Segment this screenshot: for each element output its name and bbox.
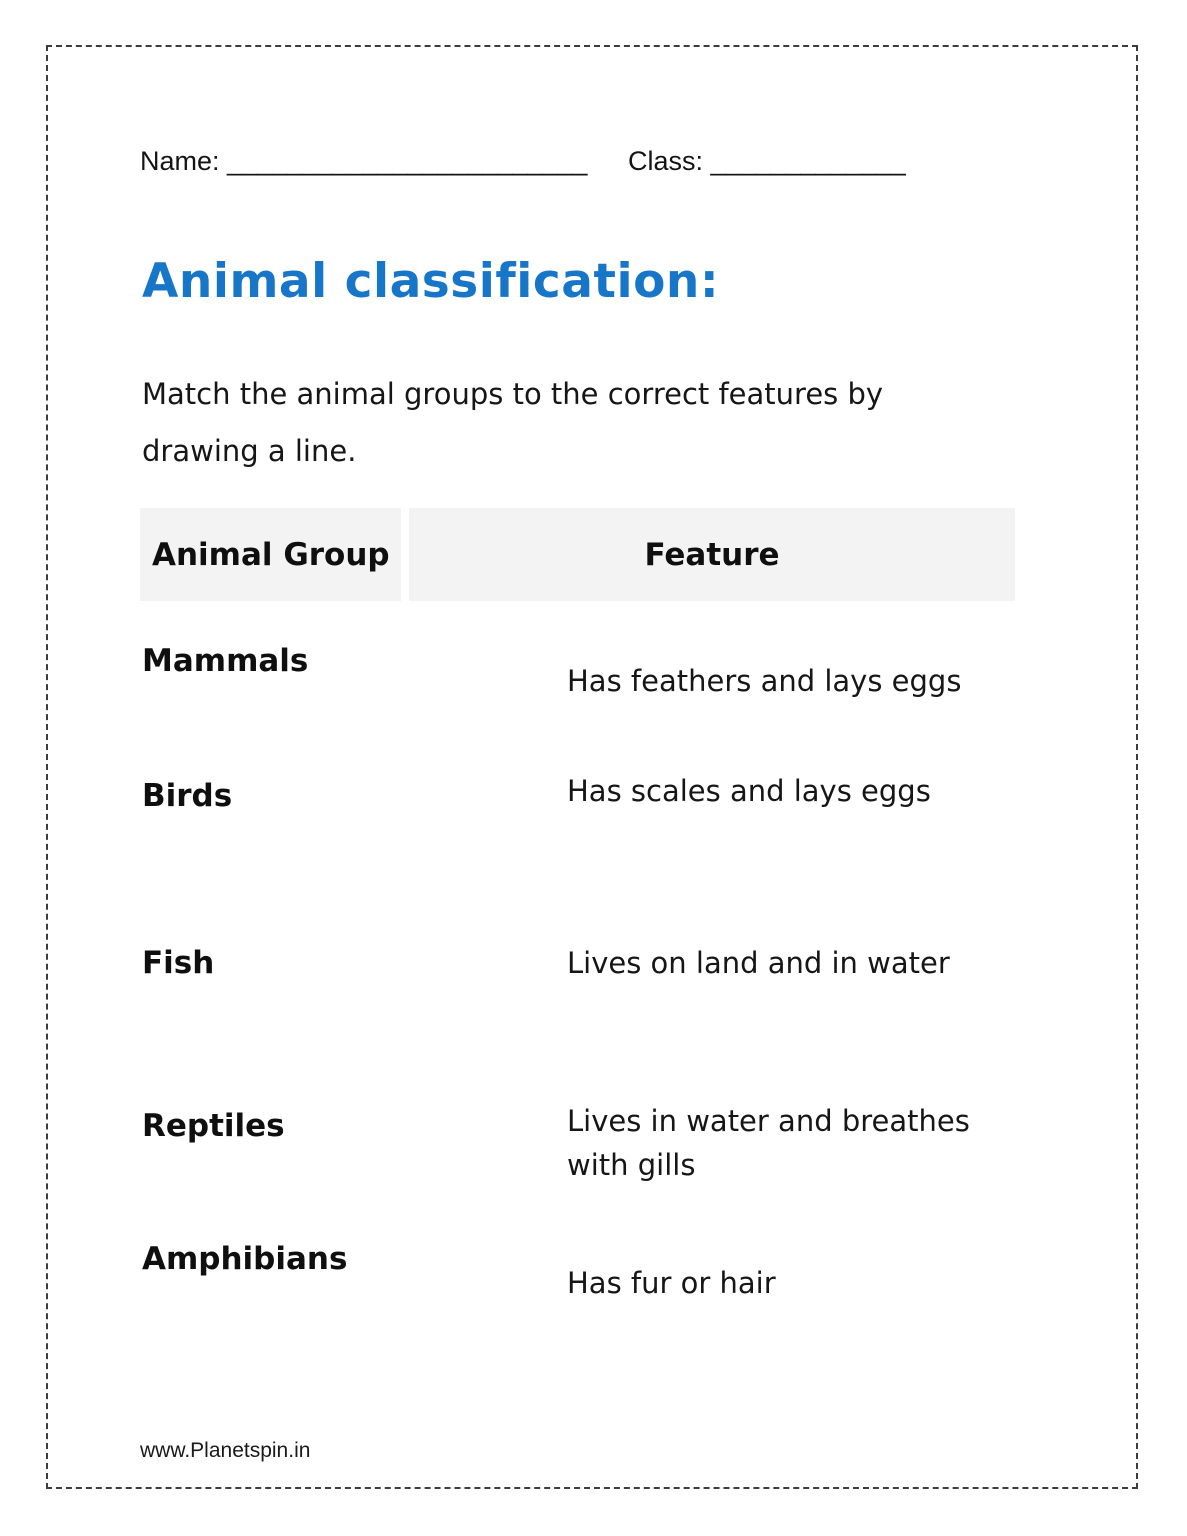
group-label-mammals: Mammals <box>142 643 309 679</box>
feature-text-gills: Lives in water and breathes with gills <box>567 1104 970 1182</box>
table-header-feature <box>409 508 1015 601</box>
class-blank-line: _____________ <box>710 146 906 176</box>
page-title: Animal classification: <box>142 254 720 309</box>
class-label: Class: <box>628 146 704 176</box>
group-label-birds: Birds <box>142 778 233 814</box>
group-label-amphibians: Amphibians <box>142 1241 348 1277</box>
name-class-row <box>140 146 1040 177</box>
table-header-animal-group <box>140 508 401 601</box>
group-label-reptiles: Reptiles <box>142 1108 285 1144</box>
feature-text-land-water: Lives on land and in water <box>567 946 950 980</box>
name-label: Name: <box>140 146 220 176</box>
group-label-fish: Fish <box>142 945 215 981</box>
table-header-feature-label: Feature <box>644 536 780 573</box>
table-header-animal-group-label: Animal Group <box>152 536 390 573</box>
feature-text-fur-hair: Has fur or hair <box>567 1266 776 1300</box>
name-blank-line: ________________________ <box>227 146 588 176</box>
feature-text-feathers: Has feathers and lays eggs <box>567 664 962 698</box>
class-group <box>628 146 906 177</box>
footer-website: www.Planetspin.in <box>140 1439 311 1462</box>
feature-text-scales: Has scales and lays eggs <box>567 774 931 808</box>
instructions-text: Match the animal groups to the correct features by drawing a line. <box>142 377 884 468</box>
